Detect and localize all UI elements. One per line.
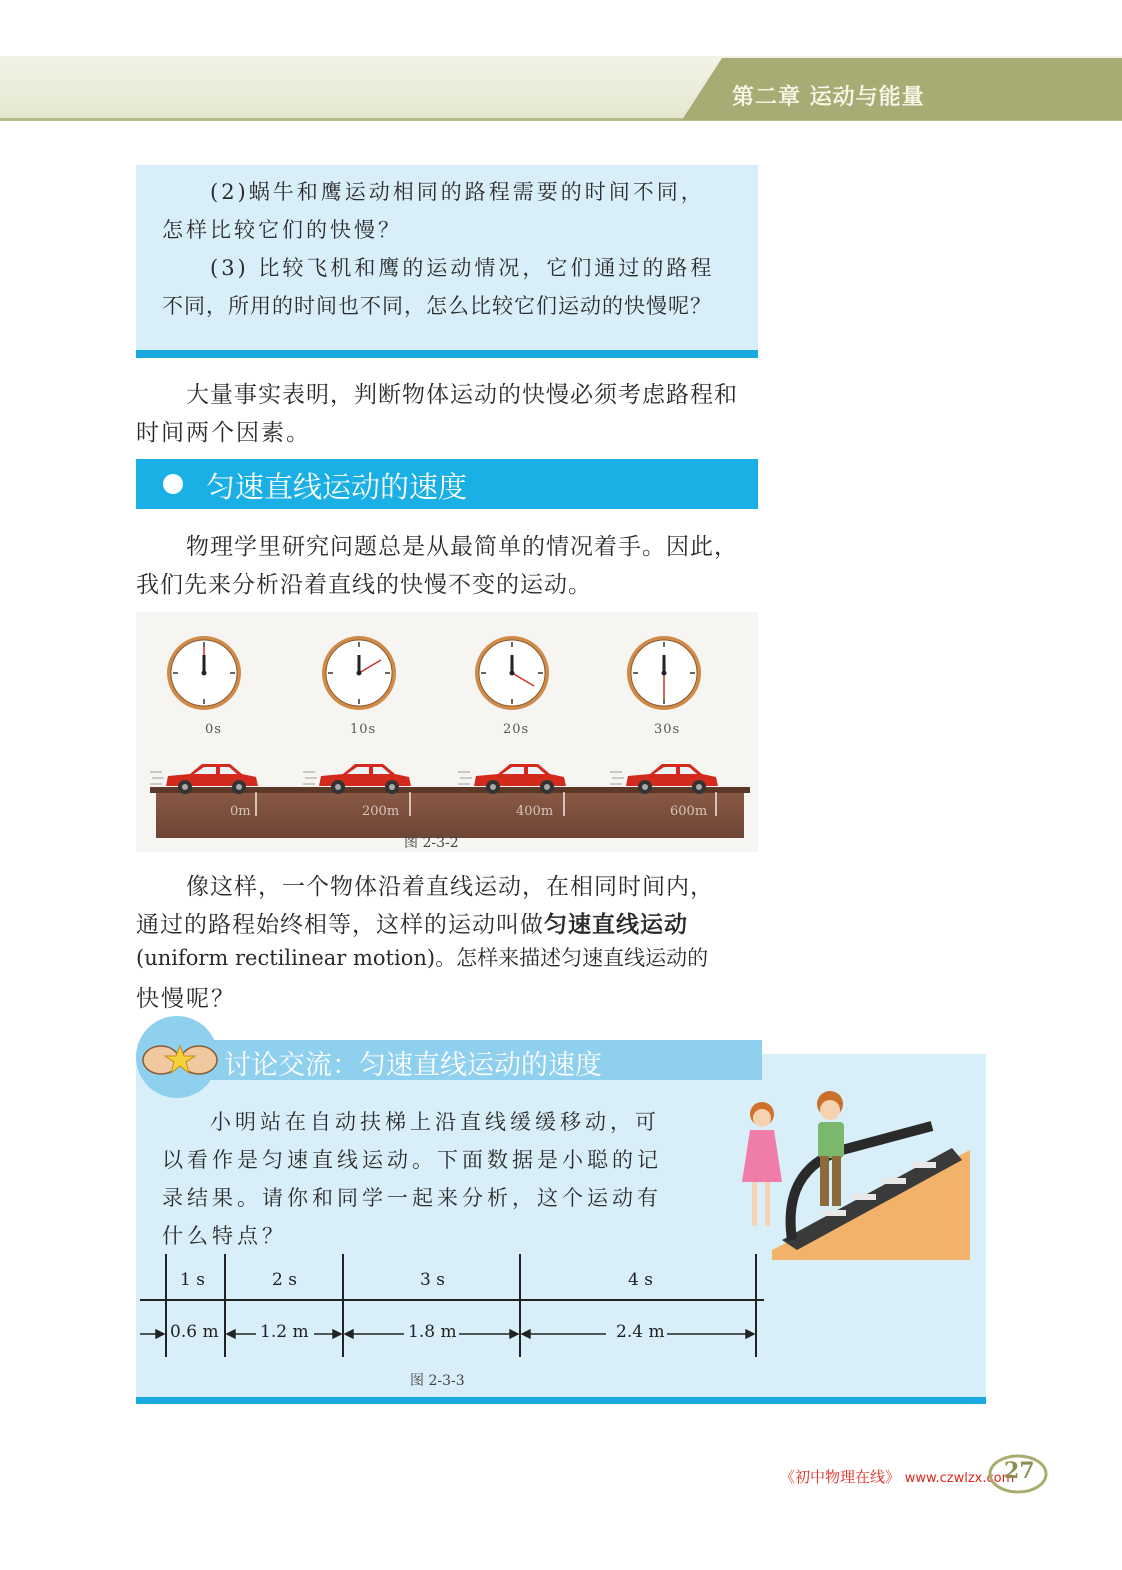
time-label: 4 s — [628, 1270, 653, 1290]
question-line: 不同，所用的时间也不同，怎么比较它们运动的快慢呢？ — [162, 294, 712, 318]
footer-source — [780, 1466, 1014, 1487]
figure-caption: 图 2-3-3 — [410, 1373, 465, 1389]
time-label: 3 s — [420, 1270, 445, 1290]
clock-icon — [472, 633, 552, 713]
bullet-icon — [163, 474, 183, 494]
distance-label: 2.4 m — [616, 1322, 665, 1342]
discussion-icon — [139, 1040, 221, 1080]
discussion-line: 录结果。请你和同学一起来分析，这个运动有 — [162, 1186, 662, 1210]
paragraph-line — [136, 906, 688, 939]
distance-label: 200m — [362, 804, 400, 819]
distance-label: 1.8 m — [408, 1322, 457, 1342]
discussion-line: 以看作是匀速直线运动。下面数据是小聪的记 — [162, 1148, 662, 1172]
distance-label: 400m — [516, 804, 554, 819]
figure-caption: 图 2-3-2 — [404, 835, 459, 851]
discussion-line: 小明站在自动扶梯上沿直线缓缓移动，可 — [210, 1110, 660, 1134]
escalator-illustration — [722, 1090, 972, 1260]
paragraph-line: 物理学里研究问题总是从最简单的情况着手。因此， — [186, 534, 738, 560]
question-box-rule — [136, 350, 758, 358]
paragraph-line: (uniform rectilinear motion)。怎样来描述匀速直线运动的 — [136, 946, 709, 970]
paragraph-line: 快慢呢？ — [136, 986, 236, 1012]
clock-label: 20s — [503, 722, 530, 737]
question-line: (2)蜗牛和鹰运动相同的路程需要的时间不同， — [210, 180, 705, 204]
source-name: 《初中物理在线》 — [780, 1468, 901, 1486]
paragraph-line: 像这样，一个物体沿着直线运动，在相同时间内， — [186, 874, 714, 900]
source-url[interactable]: www.czwlzx.com — [904, 1471, 1015, 1486]
question-line: 怎样比较它们的快慢？ — [162, 218, 402, 242]
distance-label: 600m — [670, 804, 708, 819]
clock-icon — [319, 633, 399, 713]
question-line: (3) 比较飞机和鹰的运动情况，它们通过的路程 — [210, 256, 715, 280]
clock-label: 10s — [350, 722, 377, 737]
clock-icon — [164, 633, 244, 713]
page-number: 27 — [1004, 1458, 1035, 1484]
paragraph-line: 时间两个因素。 — [136, 420, 311, 446]
time-label: 1 s — [180, 1270, 205, 1290]
time-label: 2 s — [272, 1270, 297, 1290]
clock-label: 0s — [205, 722, 222, 737]
distance-label: 0.6 m — [170, 1322, 219, 1342]
discussion-line: 什么特点？ — [162, 1224, 287, 1248]
paragraph-line: 我们先来分析沿着直线的快慢不变的运动。 — [136, 572, 592, 598]
discussion-box-rule — [136, 1397, 986, 1404]
paragraph-line: 大量事实表明，判断物体运动的快慢必须考虑路程和 — [186, 382, 738, 408]
distance-label: 1.2 m — [260, 1322, 309, 1342]
clock-icon — [624, 633, 704, 713]
clock-label: 30s — [654, 722, 681, 737]
chapter-title: 第二章 运动与能量 — [732, 84, 925, 110]
section-title: 匀速直线运动的速度 — [206, 470, 468, 504]
discussion-title: 讨论交流：匀速直线运动的速度 — [224, 1050, 602, 1081]
key-term: 匀速直线运动 — [544, 912, 688, 938]
distance-label: 0m — [230, 804, 251, 819]
timeline-diagram — [136, 1252, 776, 1367]
paragraph-text: 通过的路程始终相等，这样的运动叫做 — [136, 912, 544, 938]
